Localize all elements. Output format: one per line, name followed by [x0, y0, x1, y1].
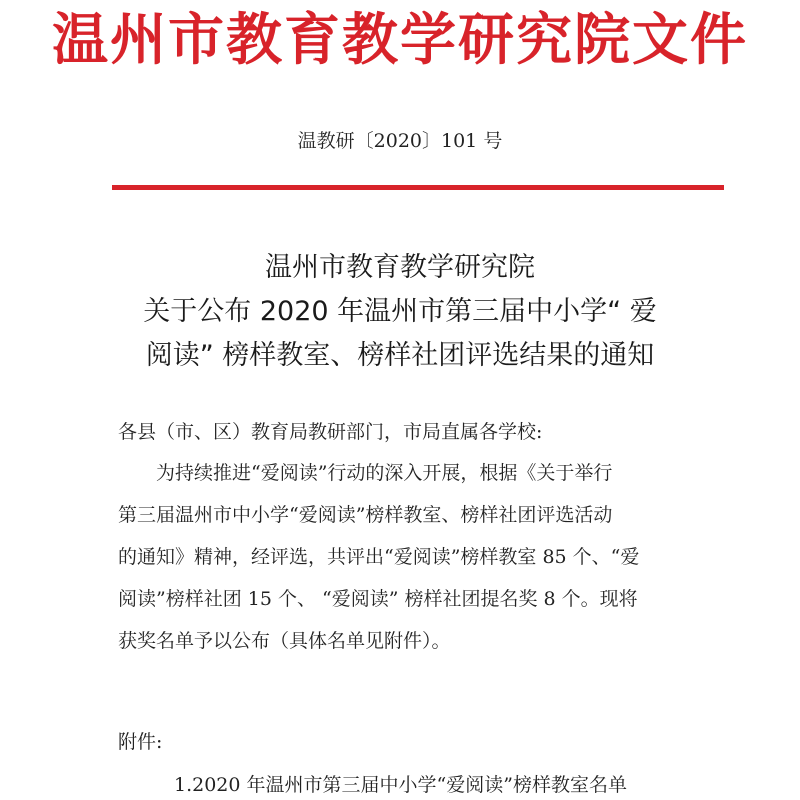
notice-title	[0, 246, 800, 378]
title-line: 温州市教育教学研究院	[265, 252, 535, 283]
document-masthead: 温州市教育教学研究院文件	[52, 7, 748, 73]
attachments-label: 附件:	[118, 731, 163, 753]
attachment-item: 1.2020 年温州市第三届中小学“爱阅读”榜样教室名单	[174, 774, 627, 796]
salutation: 各县（市、区）教育局教研部门，市局直属各学校:	[118, 421, 543, 443]
paragraph-line: 获奖名单予以公布（具体名单见附件）。	[118, 630, 451, 652]
paragraph-line: 为持续推进“爱阅读”行动的深入开展，根据《关于举行	[156, 462, 613, 484]
title-line: 关于公布 2020 年温州市第三届中小学“ 爱	[143, 296, 657, 327]
main-paragraph	[118, 452, 728, 662]
title-line: 阅读” 榜样教室、榜样社团评选结果的通知	[145, 340, 655, 371]
paragraph-line: 第三届温州市中小学“爱阅读”榜样教室、榜样社团评选活动	[118, 504, 613, 526]
paragraph-line: 阅读”榜样社团 15 个、 “爱阅读” 榜样社团提名奖 8 个。现将	[118, 588, 638, 610]
paragraph-line: 的通知》精神，经评选，共评出“爱阅读”榜样教室 85 个、“爱	[118, 546, 640, 568]
document-number: 温教研〔2020〕101 号	[297, 130, 503, 152]
notice-body	[118, 412, 728, 662]
red-divider	[112, 185, 724, 190]
